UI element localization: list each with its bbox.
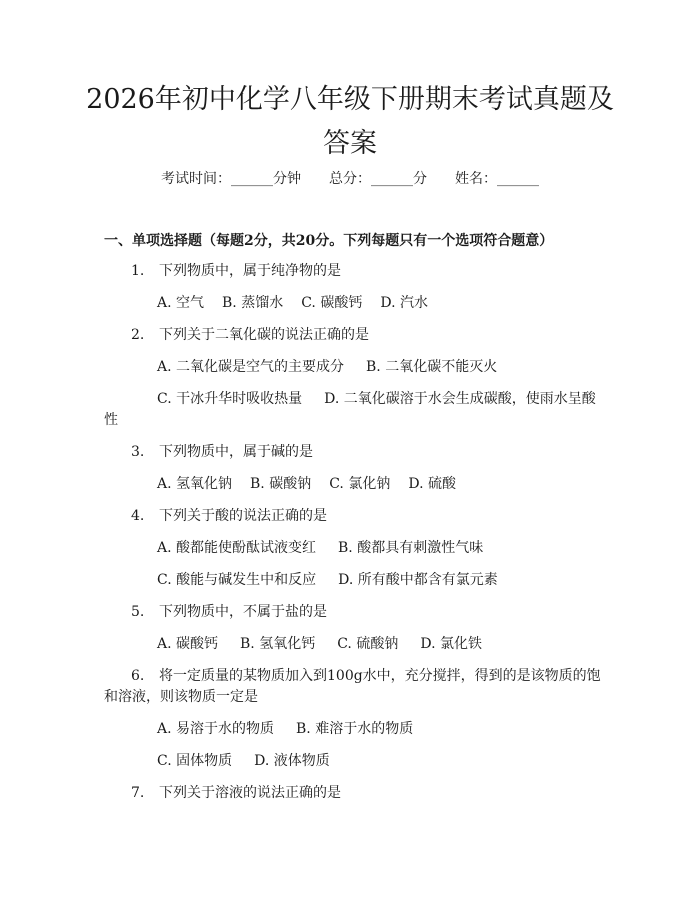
option-a: A. 空气 (157, 295, 205, 311)
question-2 (131, 324, 369, 344)
option-b: B. 二氧化碳不能灭火 (366, 359, 498, 375)
option-b: B. 碳酸钠 (250, 476, 312, 492)
option-c: C. 固体物质 (157, 753, 233, 769)
question-6 (131, 665, 601, 685)
question-stem: 下列物质中，不属于盐的是 (159, 604, 327, 620)
question-stem: 下列关于酸的说法正确的是 (159, 508, 327, 524)
question-stem: 将一定质量的某物质加入到100g水中，充分搅拌，得到的是该物质的饱 (159, 668, 601, 684)
question-5-options (157, 633, 482, 653)
option-c: C. 氯化钠 (329, 476, 391, 492)
option-a: A. 碳酸钙 (157, 636, 219, 652)
question-stem: 下列物质中，属于碱的是 (159, 444, 313, 460)
option-d: D. 氯化铁 (420, 636, 482, 652)
option-c: C. 碳酸钙 (301, 295, 363, 311)
option-b: B. 难溶于水的物质 (296, 721, 414, 737)
question-4-options-row-2 (157, 569, 498, 589)
question-2-option-wrap: 性 (104, 412, 118, 428)
section-heading: 一、单项选择题（每题2分，共20分。下列每题只有一个选项符合题意） (104, 233, 554, 249)
question-number: 1. (131, 263, 145, 279)
question-4 (131, 505, 327, 525)
option-a: A. 二氧化碳是空气的主要成分 (157, 359, 345, 375)
option-c: C. 干冰升华时吸收热量 (157, 391, 303, 407)
question-2-options-row-1 (157, 356, 497, 376)
question-number: 6. (131, 668, 145, 684)
question-number: 5. (131, 604, 145, 620)
question-6-options-row-2 (157, 750, 330, 770)
option-c: C. 硫酸钠 (337, 636, 399, 652)
option-a: A. 酸都能使酚酞试液变红 (157, 540, 317, 556)
option-a: A. 易溶于水的物质 (157, 721, 275, 737)
question-4-options-row-1 (157, 537, 483, 557)
option-d: D. 硫酸 (408, 476, 456, 492)
question-5 (131, 601, 327, 621)
question-3-options (157, 473, 456, 493)
option-d: D. 二氧化碳溶于水会生成碳酸，使雨水呈酸 (324, 391, 596, 407)
question-stem: 下列物质中，属于纯净物的是 (159, 263, 341, 279)
option-d: D. 所有酸中都含有氯元素 (338, 572, 498, 588)
question-6-stem-wrap: 和溶液，则该物质一定是 (104, 689, 258, 705)
question-number: 3. (131, 444, 145, 460)
question-1 (131, 260, 341, 280)
question-2-options-row-2 (157, 388, 596, 408)
question-number: 4. (131, 508, 145, 524)
question-7 (131, 782, 341, 802)
question-number: 2. (131, 327, 145, 343)
question-stem: 下列关于二氧化碳的说法正确的是 (159, 327, 369, 343)
question-stem: 下列关于溶液的说法正确的是 (159, 785, 341, 801)
option-d: D. 液体物质 (254, 753, 330, 769)
option-c: C. 酸能与碱发生中和反应 (157, 572, 317, 588)
question-number: 7. (131, 785, 145, 801)
option-b: B. 氢氧化钙 (240, 636, 316, 652)
exam-info-line: 考试时间：______分钟 总分：______分 姓名：______ (161, 171, 539, 187)
option-d: D. 汽水 (380, 295, 428, 311)
question-1-options (157, 292, 428, 312)
page-title: 2026年初中化学八年级下册期末考试真题及答案 (86, 84, 614, 159)
question-3 (131, 441, 313, 461)
option-a: A. 氢氧化钠 (157, 476, 233, 492)
question-6-options-row-1 (157, 718, 413, 738)
option-b: B. 酸都具有刺激性气味 (338, 540, 484, 556)
option-b: B. 蒸馏水 (222, 295, 284, 311)
